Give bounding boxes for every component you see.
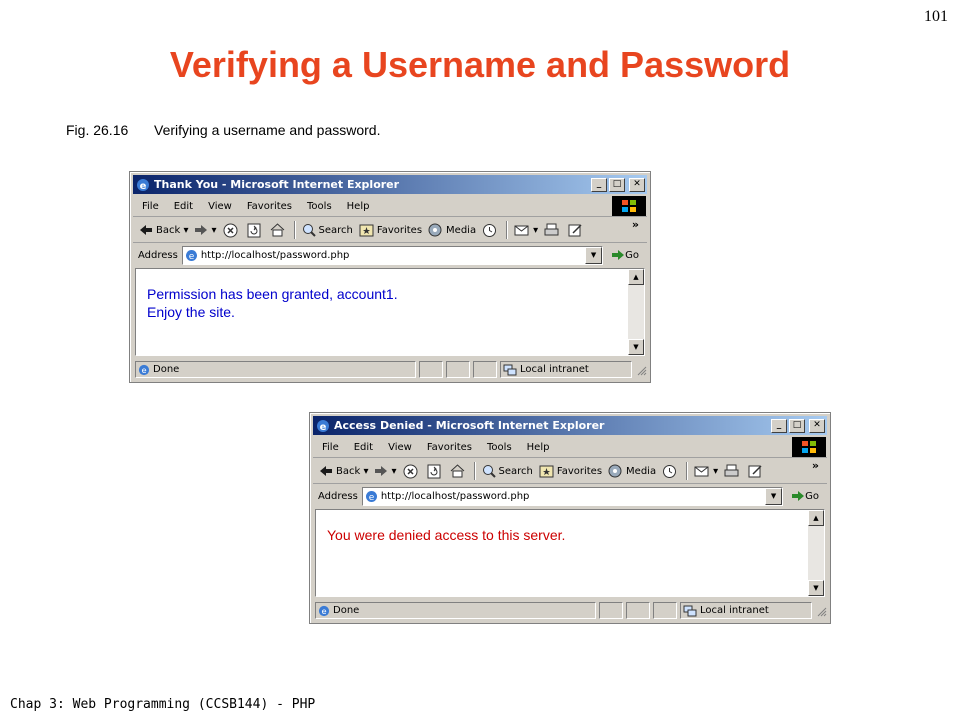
minimize-button[interactable]: _	[771, 419, 787, 433]
address-bar	[133, 244, 647, 266]
media-icon	[428, 223, 443, 237]
page-icon	[365, 490, 378, 503]
page-icon	[185, 249, 198, 262]
menu-tools[interactable]: Tools	[487, 441, 512, 453]
forward-arrow-icon	[194, 224, 208, 236]
go-button[interactable]	[791, 490, 819, 502]
home-button[interactable]	[270, 223, 288, 237]
forward-button[interactable]: ▾	[374, 465, 396, 477]
status-zone-panel	[500, 361, 632, 378]
granted-message	[147, 285, 398, 321]
menu-file[interactable]: File	[142, 200, 159, 212]
go-label: Go	[625, 249, 639, 261]
minimize-button[interactable]: _	[591, 178, 607, 192]
windows-logo-icon	[612, 196, 646, 216]
windows-logo-icon	[792, 437, 826, 457]
back-label: Back	[336, 465, 361, 477]
favorites-label: Favorites	[556, 465, 603, 477]
menu-help[interactable]: Help	[346, 200, 370, 212]
address-label: Address	[318, 490, 358, 502]
message-line-1: You were denied access to this server.	[327, 527, 566, 543]
mail-button[interactable]: ▾	[694, 464, 718, 478]
browser-window-granted	[129, 171, 651, 383]
home-icon	[270, 223, 285, 237]
stop-icon	[403, 464, 418, 479]
close-button[interactable]: ✕	[809, 419, 825, 433]
slide-title: Verifying a Username and Password	[169, 44, 791, 85]
history-icon	[662, 464, 677, 479]
mail-icon	[514, 223, 530, 237]
history-icon	[482, 223, 497, 238]
message-line-2: Enjoy the site.	[147, 304, 235, 320]
search-button[interactable]	[482, 464, 533, 478]
svg-text:e: e	[368, 492, 375, 503]
status-progress-panel	[599, 602, 623, 619]
ie-icon	[136, 178, 150, 192]
window-titlebar[interactable]	[313, 416, 827, 435]
menu-edit[interactable]: Edit	[173, 200, 194, 212]
print-icon	[724, 464, 739, 478]
refresh-icon	[247, 223, 261, 238]
status-zone-panel	[680, 602, 812, 619]
page-content	[315, 509, 825, 597]
maximize-button[interactable]: □	[789, 419, 805, 433]
media-icon	[608, 464, 623, 478]
address-input[interactable]	[182, 246, 603, 265]
status-security-panel	[446, 361, 470, 378]
address-dropdown-icon[interactable]: ▼	[765, 488, 782, 505]
refresh-button[interactable]	[247, 223, 264, 238]
edit-button[interactable]	[748, 464, 766, 478]
stop-button[interactable]	[223, 223, 241, 238]
toolbar-separator	[474, 462, 476, 480]
refresh-icon	[427, 464, 441, 479]
media-button[interactable]	[608, 464, 656, 478]
back-label: Back	[156, 224, 181, 236]
address-url: http://localhost/password.php	[380, 490, 530, 502]
scroll-up-icon[interactable]: ▲	[808, 510, 824, 526]
scroll-down-icon[interactable]: ▼	[808, 580, 824, 596]
stop-icon	[223, 223, 238, 238]
denied-message	[327, 526, 565, 544]
history-button[interactable]	[482, 223, 500, 238]
back-button[interactable]: Back ▾	[319, 465, 368, 477]
zone-label: Local intranet	[700, 605, 769, 616]
media-label: Media	[446, 224, 477, 236]
menu-tools[interactable]: Tools	[307, 200, 332, 212]
intranet-icon	[683, 605, 697, 617]
ie-icon	[316, 419, 330, 433]
browser-window-denied	[309, 412, 831, 624]
media-button[interactable]	[428, 223, 476, 237]
toolbar-overflow-icon[interactable]: »	[811, 459, 819, 472]
figure-caption	[66, 122, 380, 138]
slide-number: 101	[924, 8, 948, 25]
address-url: http://localhost/password.php	[200, 249, 350, 261]
menu-bar	[133, 196, 647, 217]
status-text: Done	[333, 605, 360, 616]
toolbar-separator	[686, 462, 688, 480]
address-bar	[313, 485, 827, 507]
edit-icon	[568, 223, 583, 237]
window-titlebar[interactable]	[133, 175, 647, 194]
status-bar	[313, 601, 827, 620]
status-extra-panel	[653, 602, 677, 619]
slide-footer: Chap 3: Web Programming (CCSB144) - PHP	[10, 697, 316, 712]
go-button[interactable]	[611, 249, 639, 261]
print-button[interactable]	[724, 464, 742, 478]
edit-icon	[748, 464, 763, 478]
menu-help[interactable]: Help	[526, 441, 550, 453]
home-button[interactable]	[450, 464, 468, 478]
resize-grip-icon[interactable]	[815, 605, 827, 617]
window-title: Access Denied - Microsoft Internet Explorer	[334, 419, 605, 432]
toolbar-separator	[294, 221, 296, 239]
forward-button[interactable]: ▾	[194, 224, 216, 236]
edit-button[interactable]	[568, 223, 586, 237]
go-arrow-icon	[611, 249, 625, 261]
favorites-button[interactable]	[359, 223, 422, 237]
caption-figure-number: Fig. 26.16	[66, 122, 129, 138]
favorites-icon	[539, 464, 554, 478]
home-icon	[450, 464, 465, 478]
back-arrow-icon	[139, 224, 153, 236]
history-button[interactable]	[662, 464, 680, 479]
menu-favorites[interactable]: Favorites	[246, 200, 293, 212]
search-icon	[482, 464, 496, 478]
status-panel	[135, 361, 416, 378]
page-done-icon	[318, 605, 330, 617]
favorites-icon	[359, 223, 374, 237]
status-extra-panel	[473, 361, 497, 378]
intranet-icon	[503, 364, 517, 376]
go-arrow-icon	[791, 490, 805, 502]
toolbar-overflow-icon[interactable]: »	[631, 218, 639, 231]
message-line-1: Permission has been granted, account1.	[147, 286, 398, 302]
search-label: Search	[318, 224, 353, 236]
address-label: Address	[138, 249, 178, 261]
standard-toolbar	[133, 218, 647, 243]
back-arrow-icon	[319, 465, 333, 477]
stop-button[interactable]	[403, 464, 421, 479]
standard-toolbar	[313, 459, 827, 484]
svg-text:e: e	[141, 364, 147, 375]
zone-label: Local intranet	[520, 364, 589, 375]
svg-text:e: e	[319, 421, 327, 433]
status-progress-panel	[419, 361, 443, 378]
mail-button[interactable]: ▾	[514, 223, 538, 237]
print-icon	[544, 223, 559, 237]
resize-grip-icon[interactable]	[635, 364, 647, 376]
svg-text:e: e	[321, 605, 327, 616]
search-icon	[302, 223, 316, 237]
media-label: Media	[626, 465, 657, 477]
close-button[interactable]: ✕	[629, 178, 645, 192]
status-security-panel	[626, 602, 650, 619]
search-button[interactable]	[302, 223, 353, 237]
favorites-button[interactable]	[539, 464, 602, 478]
refresh-button[interactable]	[427, 464, 444, 479]
svg-text:e: e	[188, 251, 195, 262]
svg-text:e: e	[139, 180, 147, 192]
menu-view[interactable]: View	[208, 200, 232, 212]
status-bar	[133, 360, 647, 379]
search-label: Search	[498, 465, 533, 477]
vertical-scrollbar[interactable]	[808, 510, 824, 596]
address-dropdown-icon[interactable]: ▼	[585, 247, 602, 264]
menu-edit[interactable]: Edit	[353, 441, 374, 453]
window-title: Thank You - Microsoft Internet Explorer	[154, 178, 400, 191]
menu-bar	[313, 437, 827, 458]
toolbar-separator	[506, 221, 508, 239]
caption-text: Verifying a username and password.	[154, 122, 381, 138]
favorites-label: Favorites	[376, 224, 423, 236]
mail-icon	[694, 464, 710, 478]
scroll-up-icon[interactable]: ▲	[628, 269, 644, 285]
menu-view[interactable]: View	[388, 441, 412, 453]
vertical-scrollbar[interactable]	[628, 269, 644, 355]
address-input[interactable]	[362, 487, 783, 506]
menu-file[interactable]: File	[322, 441, 339, 453]
page-content	[135, 268, 645, 356]
print-button[interactable]	[544, 223, 562, 237]
page-done-icon	[138, 364, 150, 376]
status-panel	[315, 602, 596, 619]
status-text: Done	[153, 364, 180, 375]
maximize-button[interactable]: □	[609, 178, 625, 192]
back-button[interactable]: Back ▾	[139, 224, 188, 236]
menu-favorites[interactable]: Favorites	[426, 441, 473, 453]
go-label: Go	[805, 490, 819, 502]
forward-arrow-icon	[374, 465, 388, 477]
scroll-down-icon[interactable]: ▼	[628, 339, 644, 355]
